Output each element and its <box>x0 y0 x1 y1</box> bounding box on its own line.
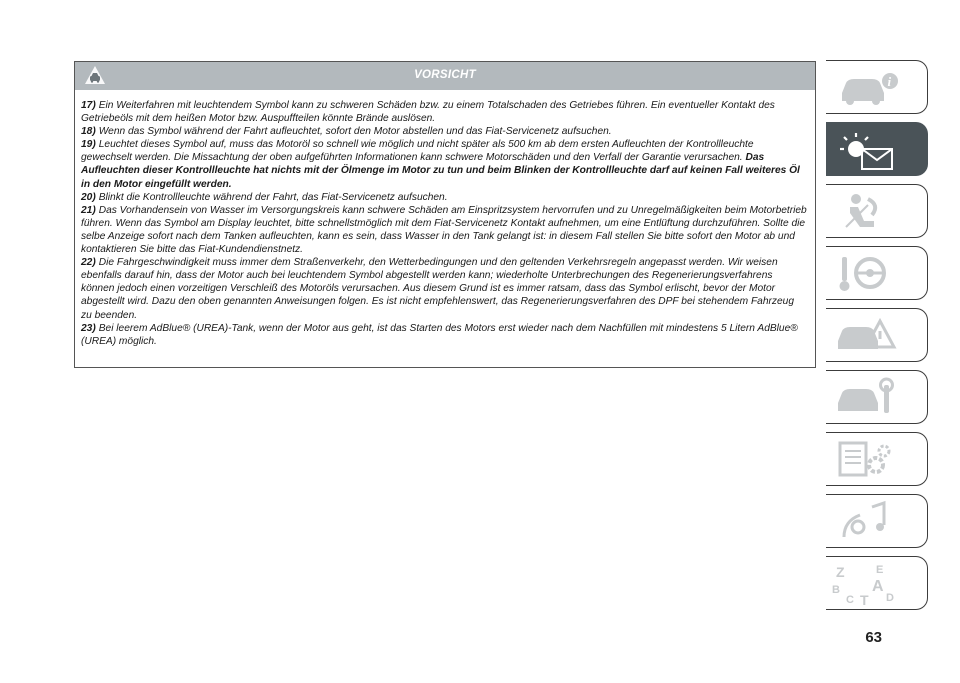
caution-box <box>74 61 816 368</box>
page-number: 63 <box>865 629 882 646</box>
warning-light-message-icon <box>828 125 924 173</box>
svg-text:i: i <box>887 74 892 89</box>
note-20: 20) Blinkt die Kontrollleuchte während der Fahrt, das Fiat-Servicenetz aufsuchen. <box>81 191 448 203</box>
svg-text:T: T <box>860 592 869 607</box>
tab-index[interactable] <box>826 556 928 610</box>
note-18: 18) Wenn das Symbol während der Fahrt aufleuchtet, sofort den Motor abstellen und das Fiat-Servicenetz aufsuchen. <box>81 126 612 138</box>
caution-header <box>75 62 815 90</box>
tab-emergency[interactable] <box>826 308 928 362</box>
tab-car-info[interactable] <box>826 60 928 114</box>
tab-warning-lights[interactable] <box>826 122 928 176</box>
caution-title: VORSICHT <box>414 69 476 81</box>
tab-starting-driving[interactable] <box>826 246 928 300</box>
alphabetical-index-icon <box>828 559 924 607</box>
svg-text:D: D <box>886 592 894 604</box>
car-breakdown-icon <box>828 311 924 359</box>
note-23: 23) Bei leerem AdBlue® (UREA)-Tank, wenn der Motor aus geht, ist das Starten des Motors erst wieder nach dem Nachfüllen mit mindestens 5 Litern AdBlue® (UREA) möglich. <box>81 322 798 347</box>
svg-text:E: E <box>876 564 884 576</box>
note-21: 21) Das Vorhandensein von Wasser im Versorgungskreis kann schwere Schäden am Einspritzsystem hervorrufen und zu Unregelmäßigkeiten beim Motorbetrieb führen. Wenn das Symbol am Display leuchtet, bitte schnellstmöglich mit dem Fiat-Servicenetz Kontakt aufnehmen, um eine Entlüftung durchzuführen. Sollte die selbe Anzeige sofort nach dem Tanken aufleuchten, kann es sein, dass Wasser in den Tank gelangt ist: in diesem Fall stellen Sie bitte sofort den Motor ab und kontaktieren Sie bitte das Fiat-Kundendienstnetz. <box>81 204 807 256</box>
car-info-icon <box>828 63 924 111</box>
note-22: 22) Die Fahrgeschwindigkeit muss immer dem Straßenverkehr, den Wetterbedingungen und den geltenden Verkehrsregeln angepasst werden. Wir weisen ebenfalls darauf hin, dass der Motor auch bei leuchtendem Symbol abgestellt werden kann; wiederholte Unterbrechungen des Regenerierungsverfahrens können jedoch einen vorzeitigen Verschleiß des Motoröls verursachen. Aus diesem Grund ist es immer ratsam, dass das Symbol erlischt, bevor der Motor abgestellt wird. Dazu den oben genannten Anweisungen folgen. Es ist nicht empfehlenswert, das Regenerierungsverfahren des DPF bei stehendem Fahrzeug zu beenden. <box>81 257 794 321</box>
note-19: 19) Leuchtet dieses Symbol auf, muss das Motoröl so schnell wie möglich und nicht später als 500 km ab dem ersten Aufleuchten der Kontrollleuchte gewechselt werden. Die Missachtung der oben aufgeführten Informationen kann schwere Motorschäden und den Verfall der Garantie verursachen. Das Aufleuchten dieser Kontrollleuchte hat nichts mit der Ölmenge im Motor zu tun und beim Blinken der Kontrollleuchte darf auf keinen Fall weiteres Öl in den Motor eingefüllt werden. <box>81 139 800 190</box>
caution-body <box>75 90 815 348</box>
svg-text:A: A <box>872 578 884 595</box>
multimedia-icon <box>828 497 924 545</box>
technical-data-icon <box>828 435 924 483</box>
svg-text:C: C <box>846 594 854 606</box>
tab-safety[interactable] <box>826 184 928 238</box>
key-steering-wheel-icon <box>828 249 924 297</box>
seat-airbag-icon <box>828 187 924 235</box>
tab-multimedia[interactable] <box>826 494 928 548</box>
tab-technical-data[interactable] <box>826 432 928 486</box>
car-maintenance-icon <box>828 373 924 421</box>
tab-maintenance[interactable] <box>826 370 928 424</box>
note-17: 17) Ein Weiterfahren mit leuchtendem Symbol kann zu schweren Schäden bzw. zu einem Totalschaden des Getriebes führen. Ein eventueller Kontakt des Getriebeöls mit dem heißen Motor bzw. Auspuffteilen könnte Brände auslösen. <box>81 100 775 125</box>
svg-text:Z: Z <box>836 564 845 580</box>
svg-text:B: B <box>832 584 840 596</box>
